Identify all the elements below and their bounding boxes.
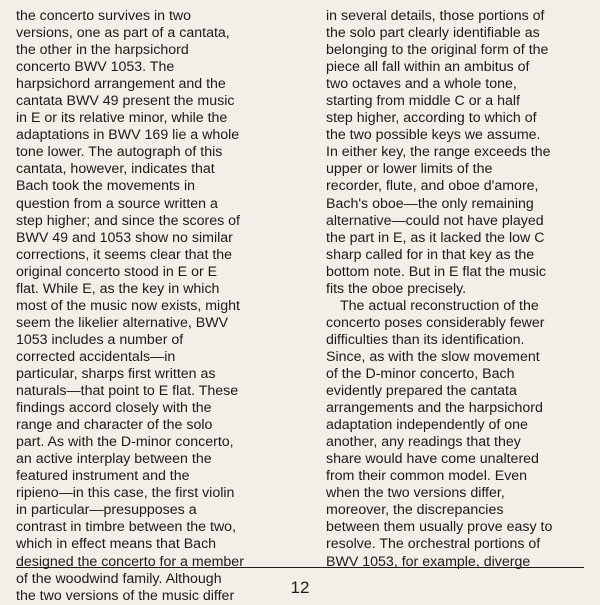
text-line: corrections, it seems clear that the: [16, 246, 233, 263]
right-text-column: [326, 8, 588, 571]
text-line: most of the music now exists, might: [16, 297, 240, 314]
text-line: part. As with the D-minor concerto,: [16, 434, 234, 451]
text-line: which in effect means that Bach: [16, 536, 217, 553]
page-number: 12: [290, 578, 310, 597]
text-line: harpsichord arrangement and the: [16, 76, 226, 93]
text-line: in particular—presupposes a: [16, 502, 197, 519]
text-line: The actual reconstruction of the: [340, 297, 539, 314]
text-line: Bach took the movements in: [16, 178, 196, 195]
text-line: 1053 includes a number of: [16, 331, 184, 348]
text-line: designed the concerto for a member: [16, 553, 244, 570]
text-line: between them usually prove easy to: [326, 519, 553, 536]
text-line: piece all fall within an ambitus of: [326, 59, 530, 76]
text-line: contrast in timbre between the two,: [16, 519, 237, 536]
text-line: share would have come unaltered: [326, 451, 539, 468]
text-line: BWV 1053, for example, diverge: [326, 553, 531, 570]
footer-rule: [16, 567, 584, 568]
text-line: original concerto stood in E or E: [16, 263, 218, 280]
text-line: moreover, the discrepancies: [326, 502, 504, 519]
text-line: BWV 49 and 1053 show no similar: [16, 229, 233, 246]
text-line: cantata BWV 49 present the music: [16, 93, 235, 110]
text-line: findings accord closely with the: [16, 400, 212, 417]
text-line: sharp called for in that key as the: [326, 246, 535, 263]
text-line: alternative—could not have played: [326, 212, 544, 229]
text-line: in several details, those portions of: [326, 8, 545, 24]
text-line: flat. While E, as the key in which: [16, 280, 220, 297]
text-line: ripieno—in this case, the first violin: [16, 485, 235, 502]
text-line: concerto BWV 1053. The: [16, 59, 175, 76]
text-line: corrected accidentals—in: [16, 348, 176, 365]
text-line: naturals—that point to E flat. These: [16, 383, 239, 400]
text-line: Since, as with the slow movement: [326, 348, 540, 365]
text-line: featured instrument and the: [16, 468, 190, 485]
text-line: fits the oboe precisely.: [326, 280, 467, 297]
text-line: of the woodwind family. Although: [16, 570, 222, 587]
text-line: cantata, however, indicates that: [16, 161, 215, 178]
text-line: tone lower. The autograph of this: [16, 144, 223, 161]
text-line: seem the likelier alternative, BWV: [16, 314, 229, 331]
text-line: of the D-minor concerto, Bach: [326, 365, 515, 382]
text-line: step higher, according to which of: [326, 110, 537, 127]
text-line: another, any readings that they: [326, 434, 521, 451]
text-line: the part in E, as it lacked the low C: [326, 229, 545, 246]
left-text-column: [16, 8, 288, 605]
text-line: belonging to the original form of the: [326, 42, 549, 59]
text-line: question from a source written a: [16, 195, 218, 212]
text-line: Bach's oboe—the only remaining: [326, 195, 534, 212]
text-line: the concerto survives in two: [16, 8, 192, 24]
text-line: arrangements and the harpsichord: [326, 400, 543, 417]
text-line: versions, one as part of a cantata,: [16, 25, 230, 42]
text-line: upper or lower limits of the: [326, 161, 493, 178]
text-line: difficulties than its identification.: [326, 331, 525, 348]
text-line: bottom note. But in E flat the music: [326, 263, 547, 280]
text-line: step higher; and since the scores of: [16, 212, 240, 229]
text-line: the solo part clearly identifiable as: [326, 25, 540, 42]
text-line: recorder, flute, and oboe d'amore,: [326, 178, 539, 195]
text-line: particular, sharps first written as: [16, 365, 216, 382]
text-line: the two possible keys we assume.: [326, 127, 541, 144]
text-line: the other in the harpsichord: [16, 42, 189, 59]
text-line: an active interplay between the: [16, 451, 212, 468]
text-line: when the two versions differ,: [326, 485, 505, 502]
text-line: concerto poses considerably fewer: [326, 314, 545, 331]
text-line: range and character of the solo: [16, 417, 213, 434]
text-line: starting from middle C or a half: [326, 93, 520, 110]
text-line: two octaves and a whole tone,: [326, 76, 517, 93]
text-line: the two versions of the music differ: [16, 587, 235, 604]
text-line: from their common model. Even: [326, 468, 528, 485]
text-line: in E or its relative minor, while the: [16, 110, 228, 127]
text-line: adaptations in BWV 169 lie a whole: [16, 127, 240, 144]
text-line: resolve. The orchestral portions of: [326, 536, 541, 553]
text-line: In either key, the range exceeds the: [326, 144, 551, 161]
text-line: adaptation independently of one: [326, 417, 528, 434]
text-line: evidently prepared the cantata: [326, 383, 517, 400]
